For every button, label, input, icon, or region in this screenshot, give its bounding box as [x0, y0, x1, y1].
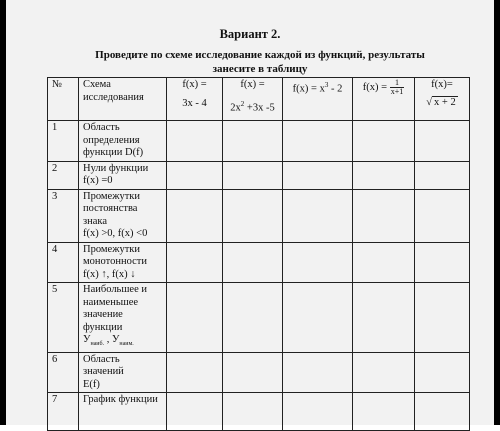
table-row: 2 Нули функции f(x) =0 [48, 161, 470, 189]
table-row: 7 График функции [48, 393, 470, 431]
right-border [494, 0, 500, 425]
header-func-5: f(x)= √ x + 2 [415, 78, 470, 121]
header-func-4: f(x) = $\frac{1}{x+1}$ [353, 78, 415, 121]
fraction: $\frac{1}{x+1}$ [390, 78, 404, 96]
header-func-1: f(x) = 3x - 4 [167, 78, 223, 121]
study-table [47, 77, 470, 431]
instruction-line-2: занесите в таблицу [212, 63, 308, 75]
header-scheme: Схема исследования [79, 78, 167, 121]
table-row: 1 Область определения функции D(f) [48, 121, 470, 162]
header-func-2: f(x) = $2x^2 +3x$ -5 [223, 78, 283, 121]
variant-heading: Вариант 2. [219, 27, 281, 41]
header-num: № [48, 78, 79, 121]
header-func-3: $f(x) = x^3 - 2$ [283, 78, 353, 121]
instruction-heading [75, 48, 445, 76]
instruction-line-1: Проведите по схеме исследование каждой из функций, результаты [95, 49, 425, 61]
table-row: 3 Промежутки постоянства знака f(x) >0, f(x) <0 [48, 189, 470, 242]
table-row: 5 Наибольшее и наименьшее значение функции $У_{наиб.}$ , $У_{наим.}$ [48, 283, 470, 353]
table-row: 4 Промежутки монотонности f(x) ↑, f(x) ↓ [48, 242, 470, 283]
table-row: 6 Область значений E(f) [48, 352, 470, 393]
sqrt-radicand: x + 2 [434, 96, 456, 108]
header-row [48, 78, 470, 121]
